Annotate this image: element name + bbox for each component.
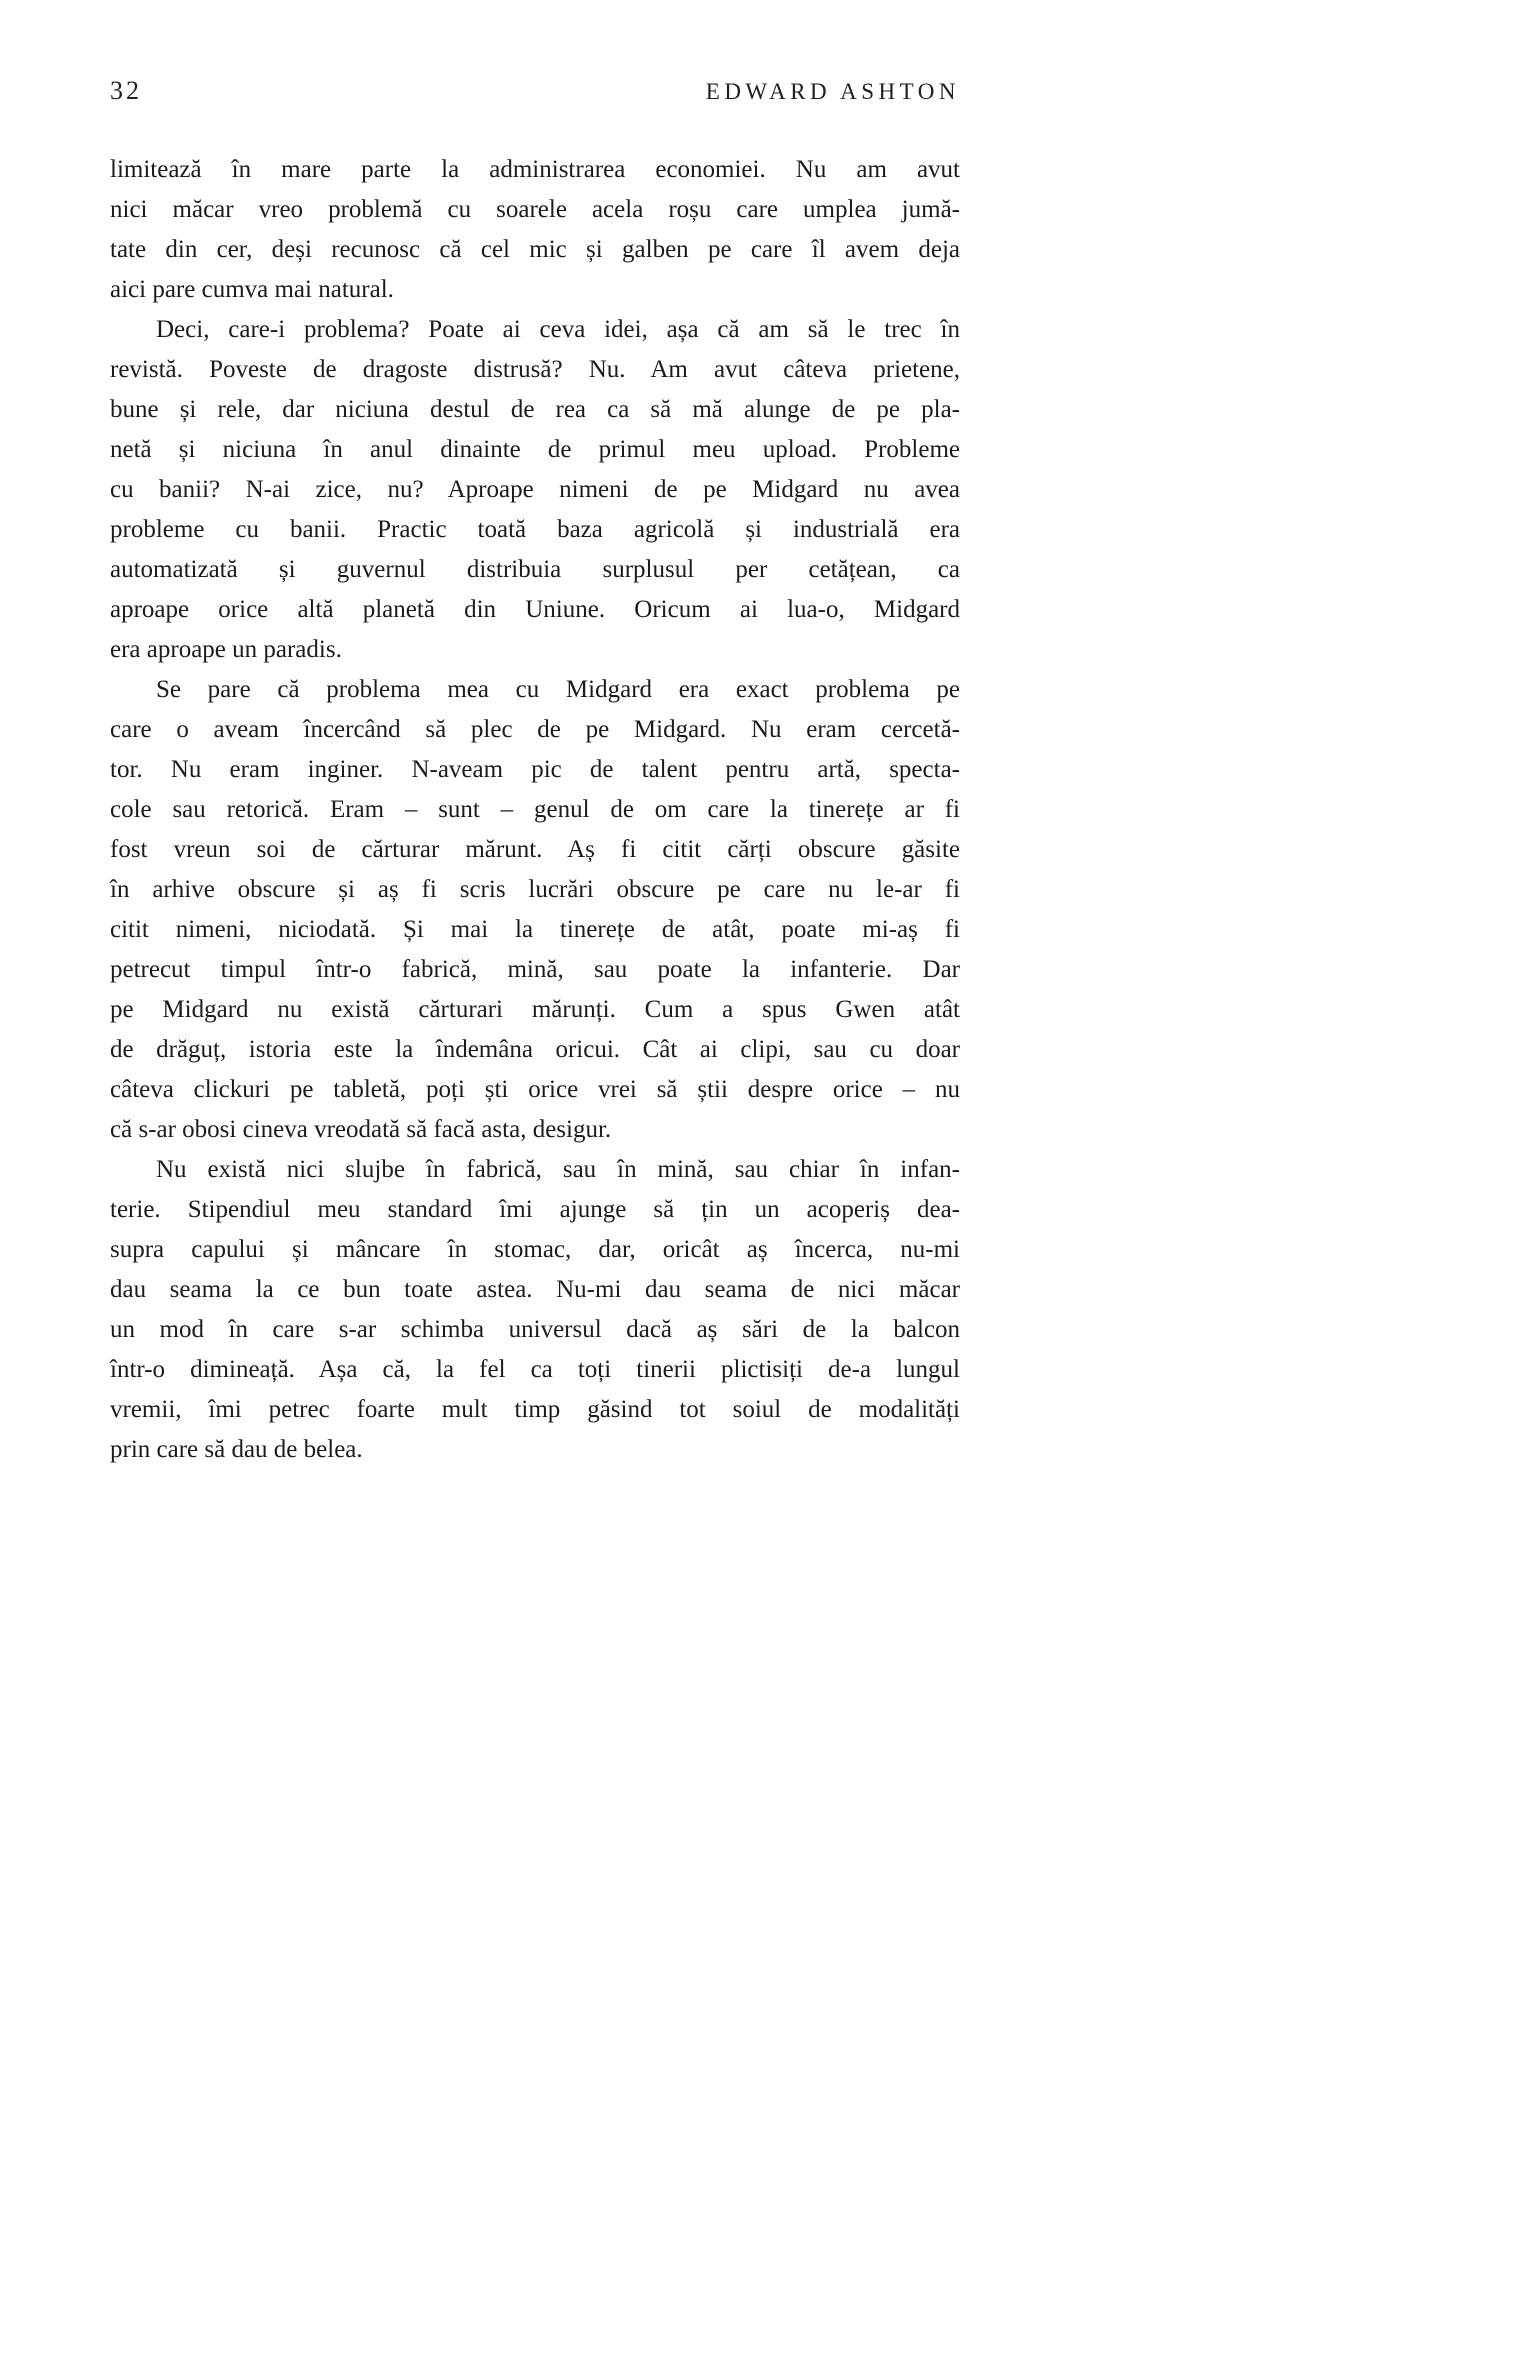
text-line: revistă. Poveste de dragoste distrusă? Nu. Am avut câteva prietene,: [110, 356, 960, 383]
text-line: că s-ar obosi cineva vreodată să facă asta, desigur.: [110, 1116, 612, 1143]
text-line: terie. Stipendiul meu standard îmi ajunge să țin un acoperiș dea-: [110, 1196, 960, 1223]
text-line: în arhive obscure și aș fi scris lucrări obscure pe care nu le-ar fi: [110, 876, 960, 903]
body-text: [110, 150, 960, 1470]
running-header: EDWARD ASHTON: [705, 79, 960, 104]
text-line: câteva clickuri pe tabletă, poți ști orice vrei să știi despre orice – nu: [110, 1076, 960, 1103]
text-line: citit nimeni, niciodată. Și mai la tinerețe de atât, poate mi-aș fi: [110, 916, 960, 943]
text-line: era aproape un paradis.: [110, 636, 342, 663]
text-line: petrecut timpul într-o fabrică, mină, sau poate la infanterie. Dar: [110, 956, 960, 983]
text-line: într-o dimineață. Așa că, la fel ca toți tinerii plictisiți de-a lungul: [110, 1356, 960, 1383]
text-line: de drăguț, istoria este la îndemâna oricui. Cât ai clipi, sau cu doar: [110, 1036, 960, 1063]
text-line: fost vreun soi de cărturar mărunt. Aș fi citit cărți obscure găsite: [110, 836, 960, 863]
page-header: [110, 76, 960, 106]
text-line: supra capului și mâncare în stomac, dar, oricât aș încerca, nu-mi: [110, 1236, 960, 1263]
text-line: care o aveam încercând să plec de pe Midgard. Nu eram cercetă-: [110, 716, 960, 743]
text-line: cu banii? N-ai zice, nu? Aproape nimeni de pe Midgard nu avea: [110, 476, 960, 503]
text-line: cole sau retorică. Eram – sunt – genul de om care la tinerețe ar fi: [110, 796, 960, 823]
text-line: Nu există nici slujbe în fabrică, sau în mină, sau chiar în infan-: [156, 1156, 960, 1183]
page-number: 32: [110, 76, 142, 105]
text-line: bune și rele, dar niciuna destul de rea ca să mă alunge de pe pla-: [110, 396, 960, 423]
text-line: pe Midgard nu există cărturari mărunți. Cum a spus Gwen atât: [110, 996, 960, 1023]
text-line: Deci, care-i problema? Poate ai ceva idei, așa că am să le trec în: [156, 316, 960, 343]
text-line: tor. Nu eram inginer. N-aveam pic de talent pentru artă, specta-: [110, 756, 960, 783]
text-line: Se pare că problema mea cu Midgard era exact problema pe: [156, 676, 960, 703]
text-line: un mod în care s-ar schimba universul dacă aș sări de la balcon: [110, 1316, 960, 1343]
text-line: vremii, îmi petrec foarte mult timp găsind tot soiul de modalități: [110, 1396, 960, 1423]
text-line: dau seama la ce bun toate astea. Nu-mi dau seama de nici măcar: [110, 1276, 960, 1303]
text-line: netă și niciuna în anul dinainte de primul meu upload. Probleme: [110, 436, 960, 463]
text-line: nici măcar vreo problemă cu soarele acela roșu care umplea jumă-: [110, 196, 960, 223]
text-line: tate din cer, deși recunosc că cel mic și galben pe care îl avem deja: [110, 236, 960, 263]
text-line: probleme cu banii. Practic toată baza agricolă și industrială era: [110, 516, 960, 543]
text-line: aici pare cumva mai natural.: [110, 276, 394, 303]
text-line: automatizată și guvernul distribuia surplusul per cetățean, ca: [110, 556, 960, 583]
text-line: limitează în mare parte la administrarea economiei. Nu am avut: [110, 156, 960, 183]
text-line: aproape orice altă planetă din Uniune. Oricum ai lua-o, Midgard: [110, 596, 960, 623]
text-line: prin care să dau de belea.: [110, 1436, 363, 1463]
